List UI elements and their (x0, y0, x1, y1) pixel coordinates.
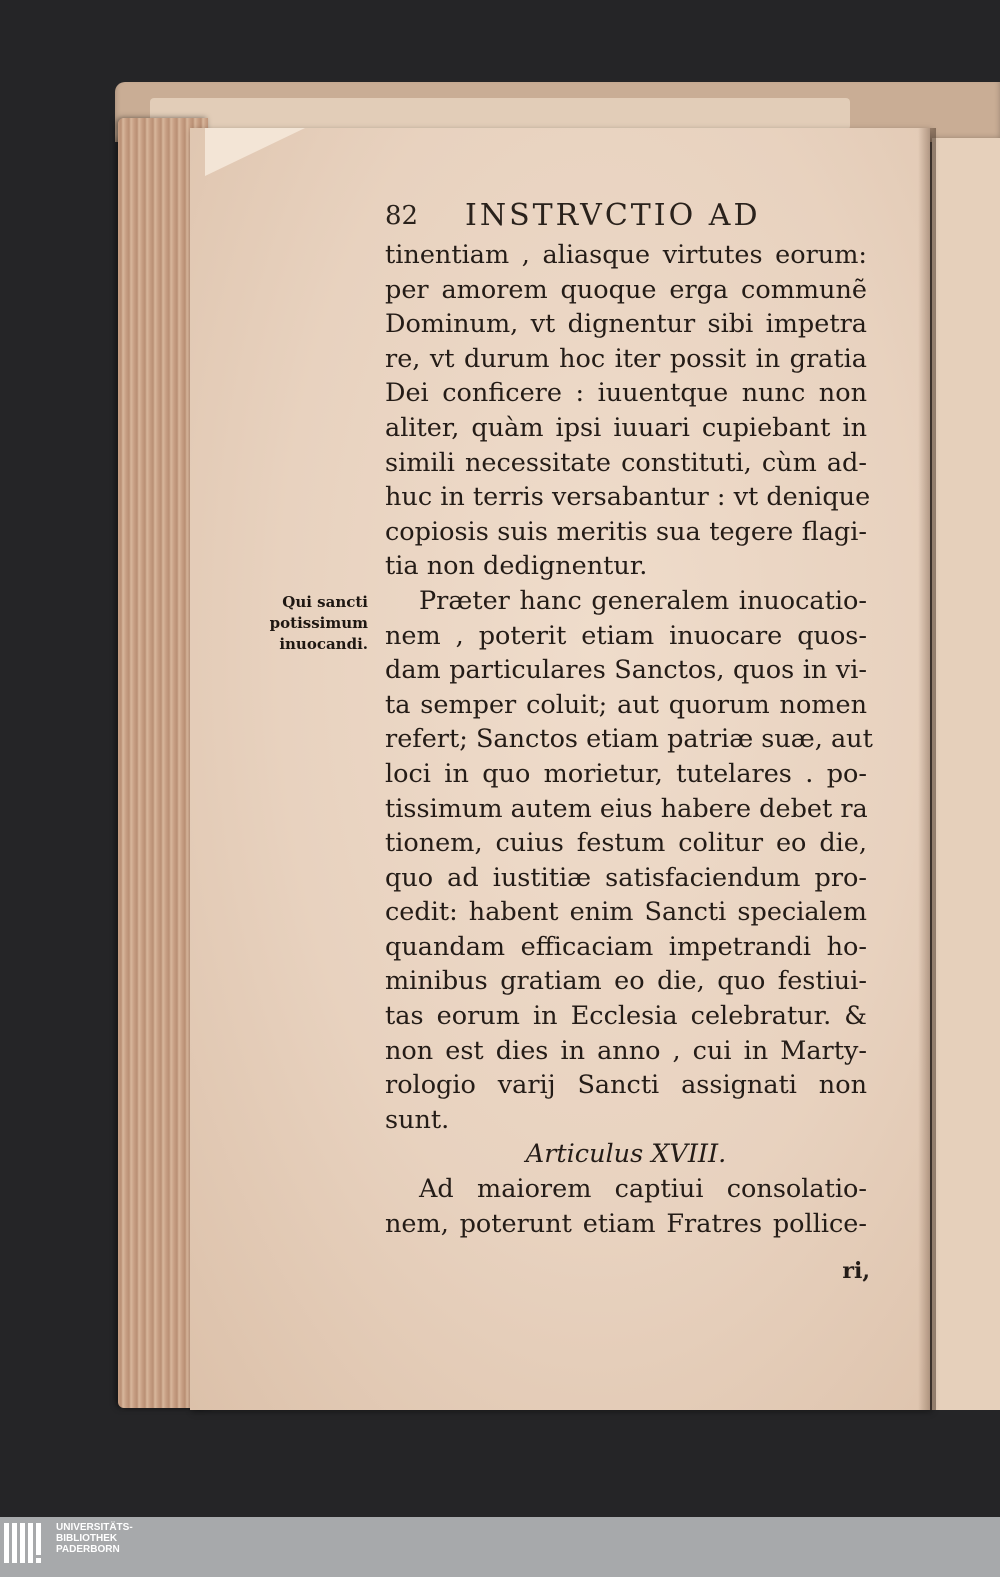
text-line: tionem, cuius festum colitur eo die, (385, 828, 867, 859)
text-line: tas eorum in Ecclesia celebratur. & (385, 1001, 867, 1032)
marginal-note-line: inuocandi. (279, 635, 368, 653)
text-line: nem , poterit etiam inuocare quos- (385, 620, 867, 651)
text-line: sunt. (385, 1104, 450, 1135)
library-name-line: UNIVERSITÄTS- (56, 1522, 133, 1533)
text-line: simili necessitate constituti, cùm ad- (385, 447, 867, 478)
text-line: huc in terris versabantur : vt denique (385, 482, 871, 513)
running-head (385, 196, 865, 236)
marginal-note-line: Qui sancti (282, 593, 368, 611)
text-line: per amorem quoque erga communẽ (385, 274, 867, 305)
text-line: Dei conficere : iuuentque nunc non (385, 378, 867, 409)
book-top-inner-edge (150, 98, 850, 130)
text-line: Ad maiorem captiui consolatio- (419, 1174, 867, 1205)
library-footer-bar (0, 1517, 1000, 1577)
text-line: aliter, quàm ipsi iuuari cupiebant in (385, 412, 867, 443)
text-line: tia non dedignentur. (385, 551, 648, 582)
text-line: rologio varij Sancti assignati non (385, 1070, 867, 1101)
text-line: Præter hanc generalem inuocatio- (419, 585, 867, 616)
running-title: INSTRVCTIO AD (465, 198, 761, 233)
page-gutter (918, 128, 936, 1410)
text-line: tinentiam , aliasque virtutes eorum: (385, 240, 867, 270)
text-line: ta semper coluit; aut quorum nomen (385, 689, 867, 720)
page-corner-fold (205, 128, 305, 176)
text-line: refert; Sanctos etiam patriæ suæ, aut (385, 724, 873, 755)
text-line: minibus gratiam eo die, quo festiui- (385, 966, 867, 997)
article-heading: Articulus XVIII. (525, 1139, 727, 1170)
text-line: quandam efficaciam impetrandi ho- (385, 931, 867, 962)
marginal-note-line: potissimum (269, 614, 368, 632)
text-line: nem, poterunt etiam Fratres pollice- (385, 1208, 867, 1239)
text-line: non est dies in anno , cui in Marty- (385, 1035, 867, 1066)
library-name-line: BIBLIOTHEK (56, 1533, 118, 1544)
catchword: ri, (842, 1258, 870, 1284)
text-line: cedit: habent enim Sancti specialem (385, 897, 867, 928)
body-text (385, 238, 873, 1241)
library-name (56, 1522, 133, 1555)
university-library-logo-icon (2, 1519, 50, 1567)
marginal-note (248, 592, 368, 655)
text-line: quo ad iustitiæ satisfaciendum pro- (385, 862, 867, 893)
text-line: tissimum autem eius habere debet ra (385, 793, 868, 824)
text-line: re, vt durum hoc iter possit in gratia (385, 343, 867, 374)
text-line: copiosis suis meritis sua tegere flagi- (385, 516, 867, 547)
library-name-line: PADERBORN (56, 1544, 120, 1555)
text-line: Dominum, vt dignentur sibi impetra (385, 309, 867, 340)
text-line: dam particulares Sanctos, quos in vi- (385, 655, 867, 686)
text-line: loci in quo morietur, tutelares . po- (385, 758, 867, 789)
page-number: 82 (385, 201, 419, 231)
facing-page (932, 138, 1000, 1410)
